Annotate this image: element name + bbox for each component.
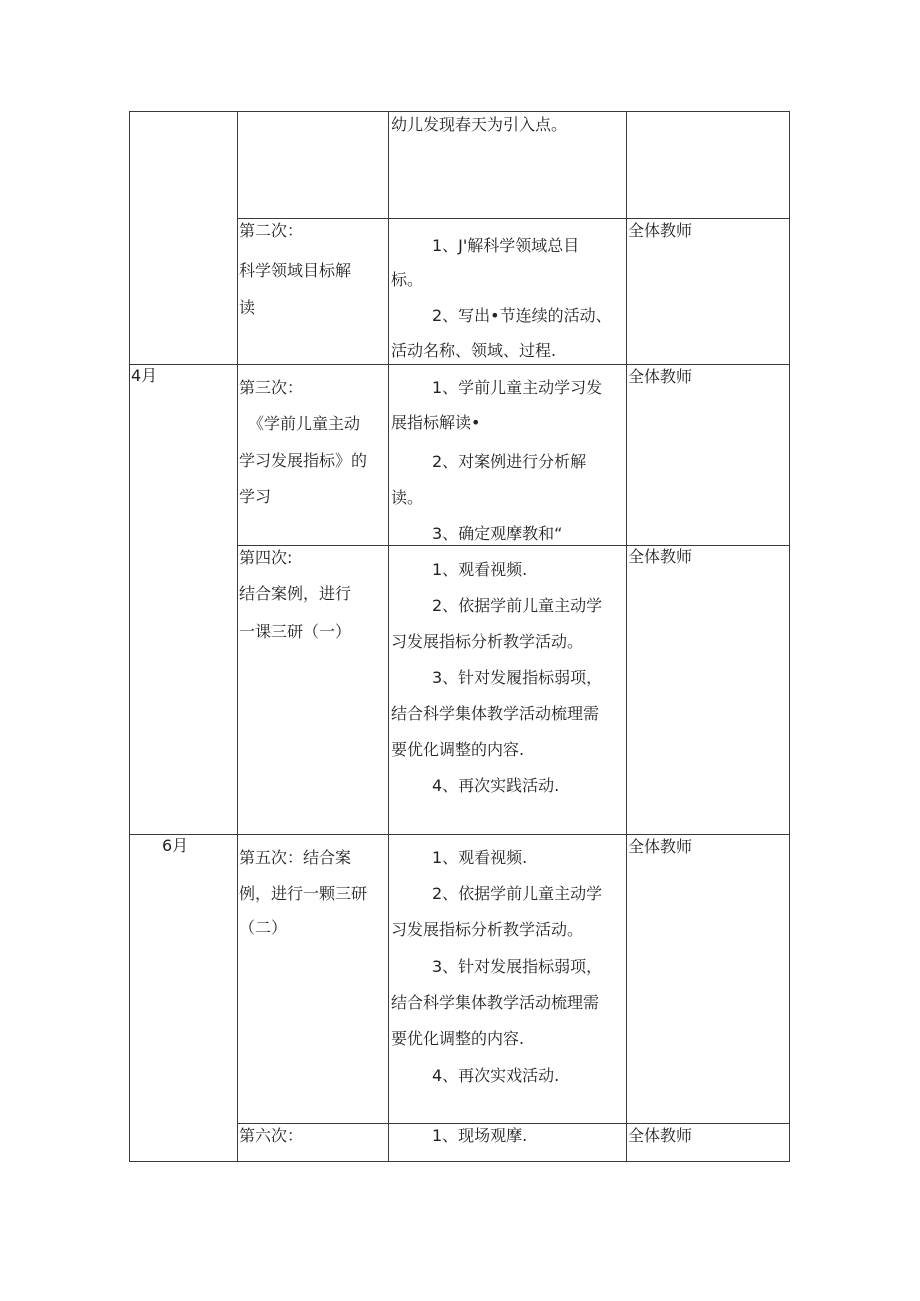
- table-divider-col1: [237, 111, 238, 1162]
- month-divider-1: [129, 364, 790, 365]
- content-line: 1、观看视频.: [432, 560, 528, 579]
- content-line: 习发展指标分析教学活动。: [391, 632, 584, 651]
- content-line: 2、写出•节连续的活动、: [432, 306, 612, 325]
- session-line: 第四次:: [239, 548, 293, 567]
- table-border-top: [129, 111, 790, 112]
- session-line: 一课三研（一）: [239, 622, 352, 641]
- content-line: 3、针对发履指标弱项，: [432, 668, 603, 687]
- content-line: 4、再次实践活动.: [432, 776, 560, 795]
- content-line: 3、确定观摩教和“: [432, 524, 563, 543]
- session-line: 第六次：: [239, 1126, 304, 1145]
- content-line: 标。: [391, 270, 424, 289]
- content-line: 要优化调整的内容.: [391, 740, 525, 759]
- content-line: 活动名称、领域、过程.: [391, 341, 557, 360]
- content-line: 要优化调整的内容.: [391, 1029, 525, 1048]
- session-line: 《学前儿童主动: [248, 414, 361, 433]
- content-line: 结合科学集体教学活动梳理需: [391, 704, 600, 723]
- session-line: 学习: [239, 487, 272, 506]
- row-divider-5: [237, 1123, 790, 1124]
- table-divider-col2: [388, 111, 389, 1162]
- session-line: （二）: [239, 918, 288, 937]
- session-line: 结合案例，进行: [239, 584, 352, 603]
- table-border-bottom: [129, 1161, 790, 1162]
- table-divider-col3: [626, 111, 627, 1162]
- content-line: 2、依据学前儿童主动学: [432, 884, 603, 903]
- month-divider-2: [129, 834, 790, 835]
- session-line: 读: [239, 298, 256, 317]
- participants-cell: 全体教师: [628, 221, 693, 240]
- content-line: 1、观看视频.: [432, 848, 528, 867]
- content-line: 展指标解读•: [391, 413, 481, 432]
- session-line: 科学领域目标解: [239, 261, 352, 280]
- session-line: 学习发展指标》的: [239, 451, 368, 470]
- participants-cell: 全体教师: [628, 837, 693, 856]
- content-line: 1、现场观摩.: [432, 1126, 528, 1145]
- participants-cell: 全体教师: [628, 367, 693, 386]
- session-line: 例，进行一颗三研: [239, 884, 368, 903]
- month-cell: 4月: [131, 366, 158, 385]
- content-line: 2、依据学前儿童主动学: [432, 596, 603, 615]
- participants-cell: 全体教师: [628, 1126, 693, 1145]
- content-line: 3、针对发展指标弱项，: [432, 957, 603, 976]
- row-divider-3: [237, 545, 790, 546]
- table-border-right: [789, 111, 790, 1162]
- month-cell: 6月: [162, 836, 189, 855]
- content-line: 幼儿发现春天为引入点。: [391, 115, 568, 134]
- content-line: 2、对案例进行分析解: [432, 452, 587, 471]
- content-line: 4、再次实戏活动.: [432, 1066, 560, 1085]
- content-line: 结合科学集体教学活动梳理需: [391, 993, 600, 1012]
- row-divider-1: [237, 218, 790, 219]
- participants-cell: 全体教师: [628, 547, 693, 566]
- content-line: 1、学前儿童主动学习发: [432, 378, 603, 397]
- session-line: 第五次：结合案: [239, 848, 352, 867]
- content-line: 习发展指标分析教学活动。: [391, 920, 584, 939]
- table-border-left: [129, 111, 130, 1162]
- content-line: 读。: [391, 488, 424, 507]
- session-line: 第三次：: [239, 378, 304, 397]
- session-line: 第二次：: [239, 221, 304, 240]
- content-line: 1、J'解科学领域总目: [432, 236, 580, 255]
